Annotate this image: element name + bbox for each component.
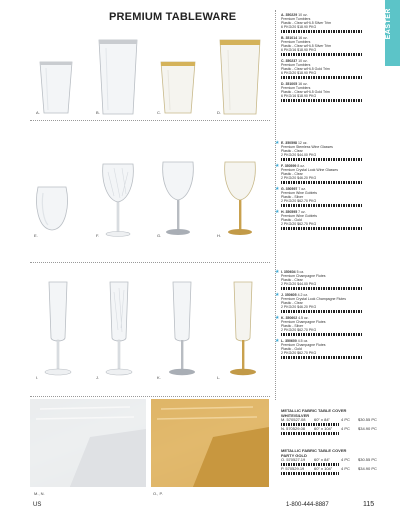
- product-detail: Plastic - Clear: [281, 172, 303, 177]
- cover-heading: METALLIC FABRIC TABLE COVER: [281, 448, 347, 453]
- cover-row: [281, 458, 393, 463]
- champagne-flute-i-image: [42, 280, 74, 378]
- cover-code: N. 570529.08: [281, 426, 306, 432]
- figure-label: L.: [217, 375, 221, 380]
- figure-label: I.: [36, 375, 39, 380]
- product-name: Premium Crystal Look Champagne Flutes: [281, 296, 346, 301]
- product-name: Premium Champagne Flutes: [281, 319, 326, 324]
- product-code: E. 350598: [281, 141, 297, 145]
- figure-label: A.: [36, 110, 40, 115]
- product-detail: Plastic - Clear w/Hi-5 Silver Trim: [281, 44, 332, 49]
- star-icon: ★: [275, 162, 280, 169]
- product-entry: [281, 82, 381, 102]
- product-detail: Plastic - Clear: [281, 301, 303, 306]
- product-pack: 6 PKG/20 $18.90 PKG: [281, 71, 317, 76]
- tumbler-a-image: [38, 60, 74, 115]
- barcode: [281, 76, 363, 79]
- product-pack: 6 PKG/16 $18.90 PKG: [281, 48, 317, 53]
- product-size: 7 oz.: [298, 186, 306, 191]
- product-entry: [275, 140, 381, 161]
- section-tab: [385, 0, 400, 66]
- figure-label: F.: [96, 233, 100, 238]
- product-name: Premium Wine Goblets: [281, 190, 317, 195]
- cover-qty: 4 PC: [341, 457, 350, 463]
- product-code: F. 350599: [281, 163, 297, 168]
- product-size: 4.5 oz.: [298, 315, 309, 320]
- gold-champagne-flute-l-image: [227, 280, 259, 378]
- cover-qty: 4 PC: [341, 417, 350, 423]
- product-name: Premium Tumblers: [281, 39, 311, 44]
- product-code: B. 351014: [281, 35, 298, 40]
- product-pack: 2 PKG/20 $62.70 PKG: [281, 350, 317, 355]
- barcode: [281, 432, 339, 435]
- page-title: PREMIUM TABLEWARE: [109, 11, 237, 23]
- silver-table-cover-photo: [30, 399, 146, 487]
- product-detail: Plastic - Clear: [281, 278, 303, 283]
- product-name: Premium Crystal Look Wine Glasses: [281, 167, 338, 172]
- product-size: 5 oz.: [296, 270, 305, 274]
- barcode: [281, 310, 363, 313]
- product-code: G. 350597: [281, 186, 298, 191]
- product-entry: [275, 291, 381, 313]
- cover-qty: 4 PC: [341, 426, 350, 432]
- product-entry: [275, 162, 381, 184]
- crystal-wine-glass-f-image: [100, 162, 136, 238]
- cover-subheading: PARTY GOLD: [281, 452, 307, 458]
- barcode: [281, 356, 363, 359]
- product-entry: [275, 208, 381, 230]
- section-tab-label: EASTER: [385, 8, 392, 40]
- product-size: 4.2 oz.: [297, 292, 309, 297]
- page-number: 115: [363, 501, 375, 508]
- product-code: H. 350595: [281, 209, 298, 214]
- row-divider: [30, 120, 270, 121]
- star-icon: ★: [275, 208, 280, 215]
- cover-code: M. 570527.08: [281, 417, 306, 423]
- cover-code: P. 570529.19: [281, 466, 305, 472]
- cover-code: O. 570527.19: [281, 457, 306, 463]
- product-code: K. 350602: [281, 315, 298, 320]
- product-detail: Plastic - Clear w/Hi-5 Gold Trim: [281, 89, 330, 94]
- cover-heading: METALLIC FABRIC TABLE COVER: [281, 408, 347, 413]
- figure-label: M., N.: [34, 491, 45, 496]
- barcode: [281, 472, 339, 475]
- barcode: [281, 227, 363, 230]
- product-entry: [275, 185, 381, 207]
- star-icon: ★: [275, 269, 280, 275]
- star-icon: ★: [275, 337, 280, 344]
- star-icon: ★: [275, 185, 280, 192]
- product-code: L. 350600: [281, 338, 297, 343]
- product-size: 12 oz.: [297, 141, 308, 145]
- barcode: [281, 53, 363, 56]
- product-name: Premium Tumblers: [281, 17, 311, 22]
- product-entry: [281, 59, 381, 79]
- figure-label: G.: [157, 233, 162, 238]
- barcode: [281, 99, 363, 102]
- product-pack: 2 PKG/20 $62.70 PKG: [281, 221, 317, 226]
- cover-price: $30.55 PC: [358, 457, 377, 463]
- gold-wine-goblet-h-image: [222, 160, 258, 238]
- cover-price: $34.90 PC: [358, 466, 377, 472]
- product-detail: Plastic - Silver: [281, 323, 304, 328]
- product-detail: Plastic - Clear: [281, 149, 303, 154]
- product-pack: 2 PKG/20 $44.00 PKG: [281, 153, 317, 158]
- product-pack: 2 PKG/20 $62.70 PKG: [281, 328, 317, 333]
- product-pack: 2 PKG/20 $44.00 PKG: [281, 282, 317, 287]
- product-detail: Plastic - Clear w/Hi-5 Silver Trim: [281, 21, 332, 26]
- cover-qty: 4 PC: [341, 466, 350, 472]
- product-pack: 2 PKG/20 $62.70 PKG: [281, 199, 317, 204]
- tumbler-descriptions: [281, 13, 381, 105]
- product-size: 10 oz.: [298, 58, 308, 63]
- cover-price: $34.90 PC: [358, 426, 377, 432]
- barcode: [281, 333, 363, 336]
- figure-label: K.: [157, 375, 161, 380]
- footer-phone: 1-800-444-8887: [286, 502, 329, 508]
- cover-row: [281, 427, 393, 432]
- product-detail: Plastic - Gold: [281, 217, 302, 222]
- product-name: Premium Tumblers: [281, 62, 311, 67]
- barcode: [281, 181, 363, 184]
- product-pack: 6 PKG/20 $18.90 PKG: [281, 25, 317, 30]
- product-size: 16 oz.: [298, 35, 308, 40]
- product-code: C. 350237: [281, 58, 298, 63]
- product-code: A. 350229: [281, 13, 298, 17]
- figure-label: O., P.: [153, 491, 163, 496]
- barcode: [281, 287, 363, 290]
- star-icon: ★: [275, 140, 280, 146]
- tumbler-b-image: [97, 38, 139, 116]
- silver-wine-goblet-g-image: [160, 160, 196, 238]
- figure-label: E.: [34, 233, 38, 238]
- barcode: [281, 158, 363, 161]
- product-size: 8 oz.: [297, 163, 305, 168]
- product-pack: 2 PKG/20 $46.20 PKG: [281, 176, 317, 181]
- cover-subheading: WHITE/SILVER: [281, 412, 310, 418]
- product-name: Premium Champagne Flutes: [281, 274, 326, 279]
- footer-country: US: [33, 502, 42, 508]
- cover-price: $30.55 PC: [358, 417, 377, 423]
- figure-label: C.: [157, 110, 161, 115]
- cover-dimensions: 60" x 84": [314, 457, 330, 463]
- product-entry: [275, 269, 381, 290]
- product-name: Premium Wine Goblets: [281, 213, 317, 218]
- product-code: I. 350604: [281, 270, 296, 274]
- row-divider: [30, 396, 270, 397]
- product-entry: [275, 314, 381, 336]
- product-detail: Plastic - Gold: [281, 346, 302, 351]
- cover-dimensions: 60" x 104": [314, 426, 333, 432]
- product-entry: [281, 36, 381, 56]
- product-code: J. 350605: [281, 292, 297, 297]
- cover-dimensions: 60" x 104": [314, 466, 333, 472]
- cover-dimensions: 60" x 84": [314, 417, 330, 423]
- silver-cover-description: [281, 409, 393, 436]
- product-size: 16 oz.: [298, 81, 308, 86]
- cover-row: [281, 467, 393, 472]
- product-pack: 2 PKG/20 $46.20 PKG: [281, 305, 317, 310]
- product-entry: [275, 337, 381, 359]
- tumbler-d-image: [218, 38, 262, 116]
- product-name: Premium Stemless Wine Glasses: [281, 145, 333, 150]
- gold-table-cover-photo: [151, 399, 269, 487]
- cover-row: [281, 418, 393, 423]
- figure-label: B.: [96, 110, 100, 115]
- star-icon: ★: [275, 314, 280, 321]
- crystal-champagne-flute-j-image: [103, 280, 135, 378]
- silver-champagne-flute-k-image: [166, 280, 198, 378]
- figure-label: H.: [217, 233, 221, 238]
- figure-label: J.: [96, 375, 100, 380]
- silver-cover-drape: [30, 399, 146, 487]
- star-icon: ★: [275, 291, 280, 298]
- product-detail: Plastic - Clear w/Hi-5 Gold Trim: [281, 66, 330, 71]
- barcode: [281, 30, 363, 33]
- product-size: 10 oz.: [298, 13, 308, 17]
- product-size: 4.5 oz.: [297, 338, 309, 343]
- product-name: Premium Tumblers: [281, 85, 311, 90]
- product-code: D. 351005: [281, 81, 298, 86]
- product-detail: Plastic - Silver: [281, 194, 304, 199]
- figure-label: D.: [217, 110, 221, 115]
- gold-cover-drape: [151, 399, 269, 487]
- gold-cover-description: [281, 449, 393, 476]
- product-size: 7 oz.: [298, 209, 306, 214]
- wine-glass-descriptions: [275, 140, 381, 233]
- stemless-wine-glass-e-image: [34, 185, 70, 232]
- product-entry: [281, 13, 381, 33]
- flute-descriptions: [275, 269, 381, 362]
- row-divider: [30, 262, 270, 263]
- barcode: [281, 204, 363, 207]
- tumbler-c-image: [159, 60, 197, 115]
- product-pack: 6 PKG/16 $18.90 PKG: [281, 93, 317, 98]
- product-name: Premium Champagne Flutes: [281, 342, 326, 347]
